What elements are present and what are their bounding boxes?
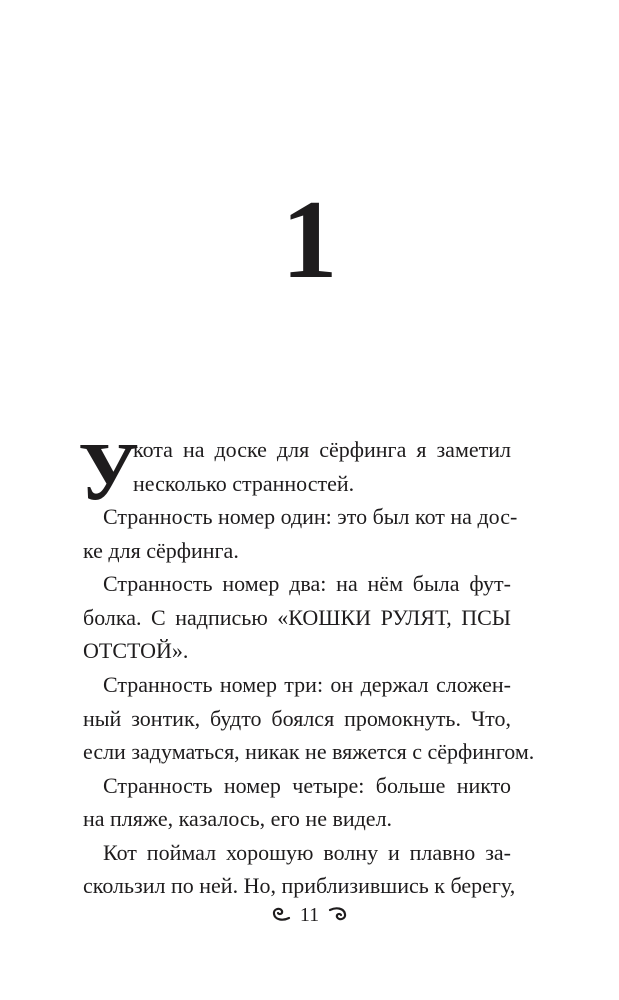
swirl-left-icon (269, 904, 295, 928)
drop-cap: У (78, 425, 139, 517)
page-number: 11 (299, 904, 320, 926)
text-line: болка. С надписью «КОШКИ РУЛЯТ, ПСЫ (83, 605, 511, 630)
text-line: ке для сёрфинга. (83, 538, 239, 563)
text-line: ОТСТОЙ». (83, 638, 189, 663)
text-line: кота на доске для сёрфинга я заметил (133, 437, 511, 462)
text-line: Странность номер три: он держал сложен- (103, 672, 511, 697)
text-line: если задуматься, никак не вяжется с сёрфингом. (83, 739, 535, 764)
chapter-number: 1 (281, 178, 338, 302)
swirl-right-icon (324, 904, 350, 928)
text-line: на пляже, казалось, его не видел. (83, 806, 393, 831)
text-line: ный зонтик, будто боялся промокнуть. Что, (83, 706, 511, 731)
text-line: скользил по ней. Но, приблизившись к берегу, (83, 873, 516, 898)
text-line: Странность номер два: на нём была фут- (103, 571, 511, 596)
text-line: несколько странностей. (133, 471, 355, 496)
page-footer (0, 903, 619, 928)
text-line: Кот поймал хорошую волну и плавно за- (103, 840, 511, 865)
text-line: Странность номер один: это был кот на дос- (103, 504, 518, 529)
text-line: Странность номер четыре: больше никто (103, 773, 511, 798)
